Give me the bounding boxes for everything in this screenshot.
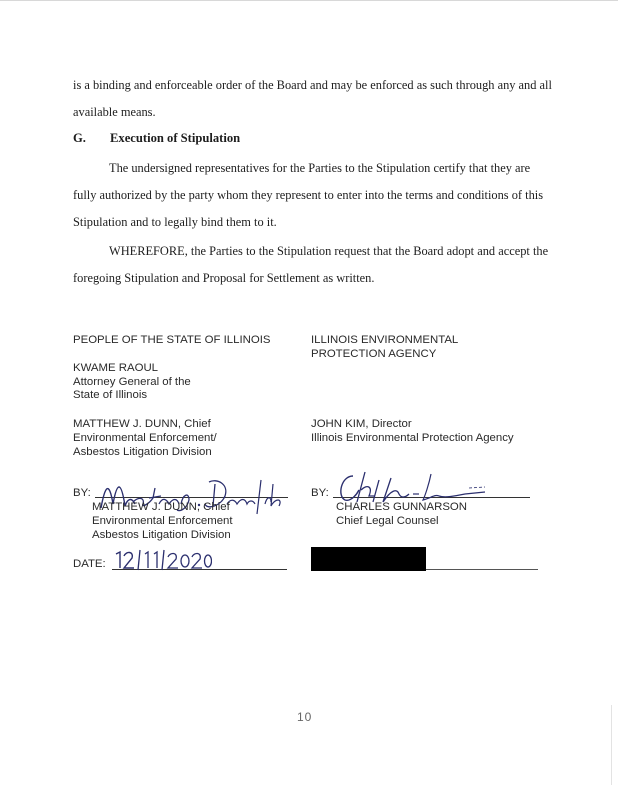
left-by-label: BY: (73, 487, 91, 499)
chief-name: MATTHEW J. DUNN, Chief (73, 418, 211, 430)
page-top-edge (0, 0, 618, 1)
para2-line-2: foregoing Stipulation and Proposal for Settlement as written. (73, 271, 375, 285)
intro-line-2: available means. (73, 105, 156, 119)
left-signer-title-1: Environmental Enforcement (92, 515, 233, 527)
para2-line-1: WHEREFORE, the Parties to the Stipulation request that the Board adopt and accept the (109, 244, 549, 258)
para1-line-2: fully authorized by the party whom they represent to enter into the terms and conditions of this (73, 188, 544, 202)
para1-line-3: Stipulation and to legally bind them to it. (73, 215, 277, 229)
left-signer-title-2: Asbestos Litigation Division (92, 529, 231, 541)
chief-title-2: Asbestos Litigation Division (73, 446, 212, 458)
left-party-name: PEOPLE OF THE STATE OF ILLINOIS (73, 334, 271, 346)
handwritten-date (112, 548, 212, 572)
director-name: JOHN KIM, Director (311, 418, 412, 430)
right-signature-graphic (335, 470, 495, 504)
section-title: Execution of Stipulation (110, 131, 241, 145)
intro-line-1: is a binding and enforceable order of the Board and may be enforced as such through any and all (73, 78, 552, 92)
right-by-label: BY: (311, 487, 329, 499)
attorney-general-title-2: State of Illinois (73, 389, 148, 401)
attorney-general-name: KWAME RAOUL (73, 362, 159, 374)
date-label: DATE: (73, 558, 106, 570)
right-party-name: ILLINOIS ENVIRONMENTAL PROTECTION AGENCY (311, 334, 458, 360)
redaction-box (311, 547, 426, 571)
para1-line-1: The undersigned representatives for the Parties to the Stipulation certify that they are (109, 161, 531, 175)
right-date-line (426, 569, 538, 570)
left-signer-name: MATTHEW J. DUNN, Chief (92, 501, 230, 513)
right-signer-name: CHARLES GUNNARSON (336, 501, 468, 513)
section-letter: G. (73, 131, 86, 145)
director-title: Illinois Environmental Protection Agency (311, 432, 514, 444)
page-number: 10 (297, 710, 313, 724)
right-signer-title: Chief Legal Counsel (336, 515, 439, 527)
chief-title-1: Environmental Enforcement/ (73, 432, 217, 444)
attorney-general-title-1: Attorney General of the (73, 376, 191, 388)
page-right-edge (611, 705, 612, 785)
